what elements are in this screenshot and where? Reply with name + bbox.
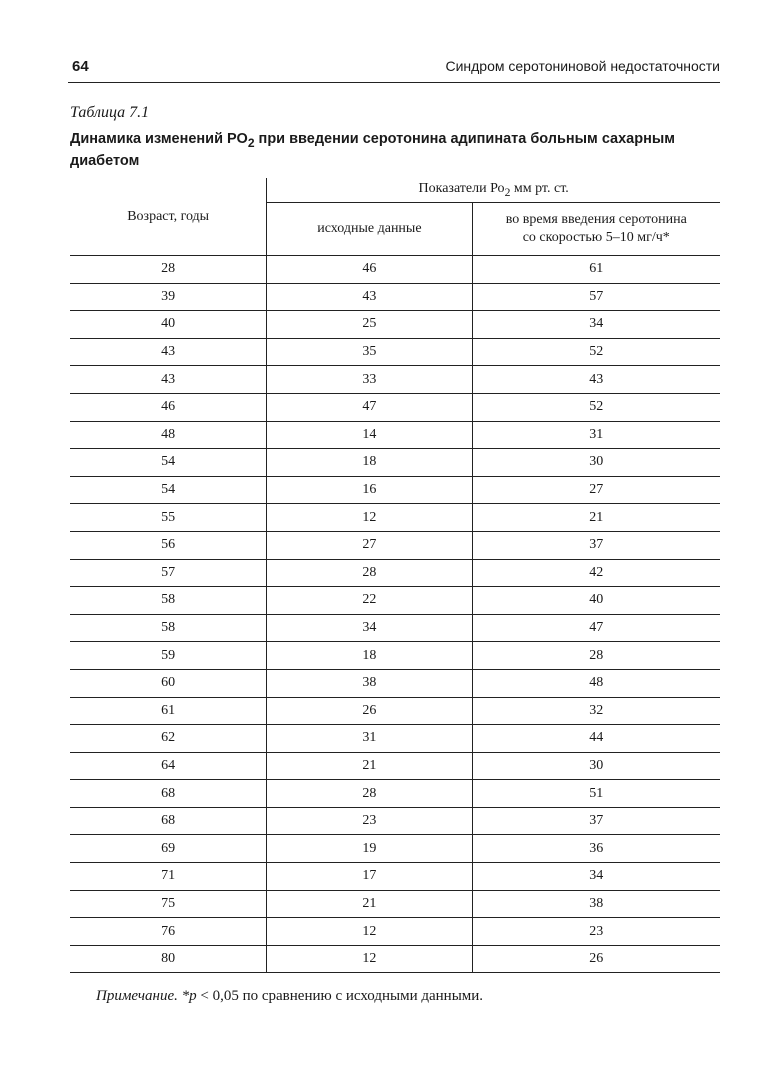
table-row [70,945,720,973]
cell-age: 71 [70,863,267,891]
cell-age: 68 [70,807,267,835]
cell-during: 26 [472,945,720,973]
header-group-subscript: 2 [504,185,511,199]
table-row [70,807,720,835]
cell-during: 30 [472,752,720,780]
table-row [70,338,720,366]
cell-age: 43 [70,366,267,394]
cell-during: 51 [472,780,720,808]
cell-initial: 19 [267,835,472,863]
cell-age: 64 [70,752,267,780]
table-row [70,669,720,697]
cell-initial: 46 [267,256,472,284]
cell-initial: 21 [267,752,472,780]
cell-initial: 28 [267,780,472,808]
table-title-subscript: 2 [247,135,255,150]
cell-age: 76 [70,918,267,946]
cell-initial: 16 [267,476,472,504]
cell-age: 61 [70,697,267,725]
cell-initial: 18 [267,449,472,477]
cell-during: 30 [472,449,720,477]
cell-during: 40 [472,587,720,615]
cell-during: 27 [472,476,720,504]
table-row [70,725,720,753]
cell-initial: 17 [267,863,472,891]
cell-initial: 27 [267,531,472,559]
cell-age: 40 [70,311,267,339]
header-initial: исходные данные [267,203,472,256]
table-row [70,366,720,394]
page-header [68,54,720,83]
cell-initial: 12 [267,918,472,946]
cell-initial: 34 [267,614,472,642]
footnote-label: Примечание. [96,988,178,1004]
cell-during: 36 [472,835,720,863]
table-row [70,449,720,477]
table-row [70,614,720,642]
cell-initial: 38 [267,669,472,697]
footnote [96,988,483,1005]
cell-during: 34 [472,311,720,339]
cell-age: 43 [70,338,267,366]
table-row [70,780,720,808]
header-group-part2: мм рт. ст. [510,181,569,197]
table-title-part1: Динамика изменений РО [70,131,248,147]
cell-initial: 12 [267,945,472,973]
cell-age: 75 [70,890,267,918]
cell-during: 31 [472,421,720,449]
cell-during: 48 [472,669,720,697]
cell-initial: 31 [267,725,472,753]
cell-initial: 22 [267,587,472,615]
cell-initial: 12 [267,504,472,532]
cell-during: 28 [472,642,720,670]
header-during-line1: во время введения серотонина [505,212,687,227]
table-row [70,283,720,311]
table-row [70,531,720,559]
cell-age: 60 [70,669,267,697]
cell-initial: 14 [267,421,472,449]
cell-during: 32 [472,697,720,725]
table-row [70,311,720,339]
cell-initial: 47 [267,393,472,421]
data-table [70,178,720,973]
footnote-p: *p [181,988,197,1004]
cell-during: 42 [472,559,720,587]
page-number: 64 [72,58,89,75]
table-row [70,256,720,284]
table-title [70,130,710,170]
cell-initial: 35 [267,338,472,366]
cell-during: 37 [472,807,720,835]
cell-age: 55 [70,504,267,532]
cell-age: 80 [70,945,267,973]
header-group-part1: Показатели Ро [418,181,505,197]
header-group [267,178,720,203]
cell-during: 52 [472,393,720,421]
cell-age: 54 [70,476,267,504]
table-row [70,421,720,449]
cell-during: 47 [472,614,720,642]
cell-initial: 28 [267,559,472,587]
table-row [70,559,720,587]
cell-age: 69 [70,835,267,863]
cell-during: 21 [472,504,720,532]
cell-during: 44 [472,725,720,753]
header-age: Возраст, годы [70,178,267,256]
cell-initial: 23 [267,807,472,835]
cell-during: 23 [472,918,720,946]
cell-age: 57 [70,559,267,587]
cell-age: 62 [70,725,267,753]
cell-age: 54 [70,449,267,477]
footnote-text: < 0,05 по сравнению с исходными данными. [196,988,484,1004]
cell-age: 46 [70,393,267,421]
table-row [70,476,720,504]
table-row [70,752,720,780]
cell-initial: 21 [267,890,472,918]
cell-initial: 18 [267,642,472,670]
table-label: Таблица 7.1 [70,104,150,121]
cell-during: 61 [472,256,720,284]
cell-age: 48 [70,421,267,449]
cell-initial: 26 [267,697,472,725]
cell-age: 39 [70,283,267,311]
table-row [70,504,720,532]
cell-during: 34 [472,863,720,891]
cell-age: 68 [70,780,267,808]
cell-during: 52 [472,338,720,366]
table-row [70,642,720,670]
table-row [70,890,720,918]
table-row [70,918,720,946]
table-row [70,587,720,615]
cell-age: 59 [70,642,267,670]
cell-during: 43 [472,366,720,394]
table-title-part2: при введении серотонина адипината больным сахарным диабетом [70,131,675,169]
table-row [70,393,720,421]
table-row [70,697,720,725]
table-row [70,835,720,863]
table-row [70,863,720,891]
cell-age: 58 [70,587,267,615]
cell-age: 58 [70,614,267,642]
header-during-line2: со скоростью 5–10 мг/ч* [522,230,670,245]
header-during [472,203,720,256]
cell-during: 57 [472,283,720,311]
cell-age: 28 [70,256,267,284]
cell-age: 56 [70,531,267,559]
cell-initial: 33 [267,366,472,394]
cell-initial: 43 [267,283,472,311]
running-title: Синдром серотониновой недостаточности [445,58,720,74]
cell-during: 38 [472,890,720,918]
cell-during: 37 [472,531,720,559]
table-body [70,256,720,973]
cell-initial: 25 [267,311,472,339]
